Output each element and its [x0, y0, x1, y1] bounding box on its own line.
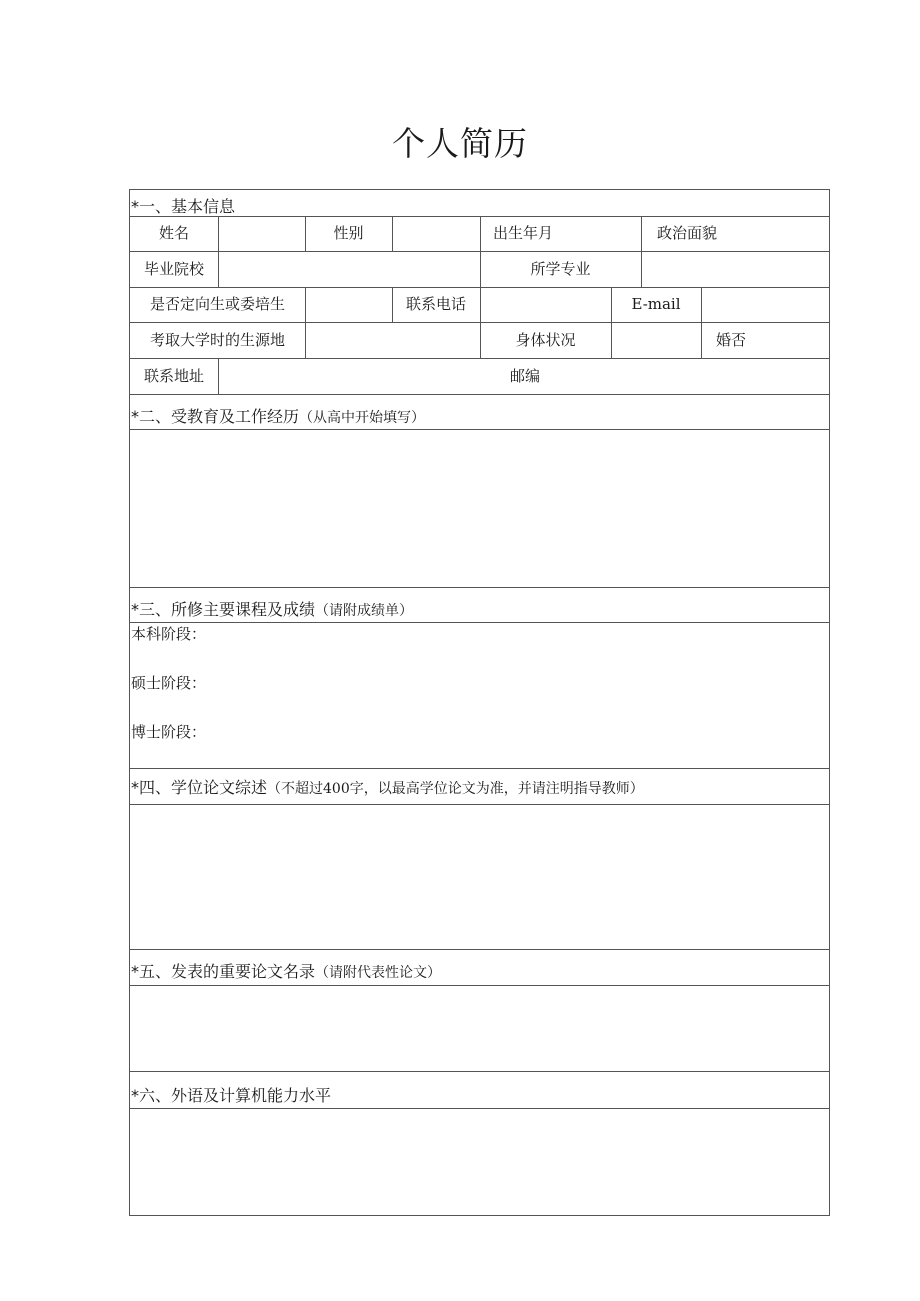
- page-title: 个人简历: [392, 124, 528, 163]
- input-postcode[interactable]: [544, 359, 828, 394]
- input-email[interactable]: [702, 288, 828, 322]
- label-address: 联系地址: [143, 367, 204, 385]
- row-divider: [130, 394, 829, 395]
- input-address[interactable]: [219, 359, 509, 394]
- resume-form: [129, 189, 830, 1216]
- section-courses-heading: [131, 600, 413, 621]
- label-political: 政治面貌: [656, 224, 717, 242]
- row-divider: [130, 949, 829, 950]
- input-health[interactable]: [612, 323, 700, 358]
- section-courses-title: *三、所修主要课程及成绩: [131, 600, 316, 619]
- input-marital[interactable]: [762, 323, 828, 358]
- label-directed: 是否定向生或委培生: [149, 295, 285, 313]
- input-gender[interactable]: [393, 217, 479, 251]
- section-thesis-note: （不超过400字，以最高学位论文为准，并请注明指导教师）: [267, 781, 644, 797]
- input-major[interactable]: [642, 252, 828, 287]
- stage-doctor-label: 博士阶段：: [131, 723, 207, 741]
- label-marital: 婚否: [715, 331, 746, 349]
- thesis-textarea[interactable]: [131, 805, 828, 948]
- input-directed[interactable]: [306, 288, 391, 322]
- row-divider: [130, 587, 829, 588]
- input-birth[interactable]: [567, 217, 640, 251]
- section-education-title: *二、受教育及工作经历: [131, 407, 300, 426]
- label-gender: 性别: [333, 224, 364, 242]
- section-papers-note: （请附代表性论文）: [315, 965, 442, 981]
- section-papers-heading: [131, 962, 441, 983]
- label-email: E-mail: [631, 295, 681, 313]
- label-postcode: 邮编: [510, 367, 541, 385]
- input-name[interactable]: [219, 217, 304, 251]
- label-health: 身体状况: [515, 331, 576, 349]
- label-school: 毕业院校: [143, 260, 204, 278]
- input-school[interactable]: [219, 252, 479, 287]
- section-education-heading: [131, 407, 425, 428]
- section-education-note: （从高中开始填写）: [299, 410, 426, 426]
- section-papers-title: *五、发表的重要论文名录: [131, 962, 316, 981]
- label-major: 所学专业: [530, 260, 591, 278]
- label-birth: 出生年月: [492, 224, 553, 242]
- input-phone[interactable]: [481, 288, 610, 322]
- label-name: 姓名: [158, 224, 189, 242]
- input-origin[interactable]: [306, 323, 479, 358]
- education-textarea[interactable]: [131, 430, 828, 586]
- section-skills-heading: *六、外语及计算机能力水平: [131, 1086, 332, 1105]
- input-political[interactable]: [734, 217, 828, 251]
- row-divider: [130, 1071, 829, 1072]
- label-phone: 联系电话: [405, 295, 466, 313]
- section-thesis-title: *四、学位论文综述: [131, 778, 268, 797]
- section-basic-heading: *一、基本信息: [131, 197, 236, 216]
- section-courses-note: （请附成绩单）: [315, 603, 414, 619]
- label-origin: 考取大学时的生源地: [149, 331, 285, 349]
- stage-undergrad-label: 本科阶段：: [131, 625, 207, 643]
- section-thesis-heading: [131, 778, 644, 799]
- stage-master-label: 硕士阶段：: [131, 674, 207, 692]
- skills-textarea[interactable]: [131, 1109, 828, 1215]
- papers-textarea[interactable]: [131, 986, 828, 1070]
